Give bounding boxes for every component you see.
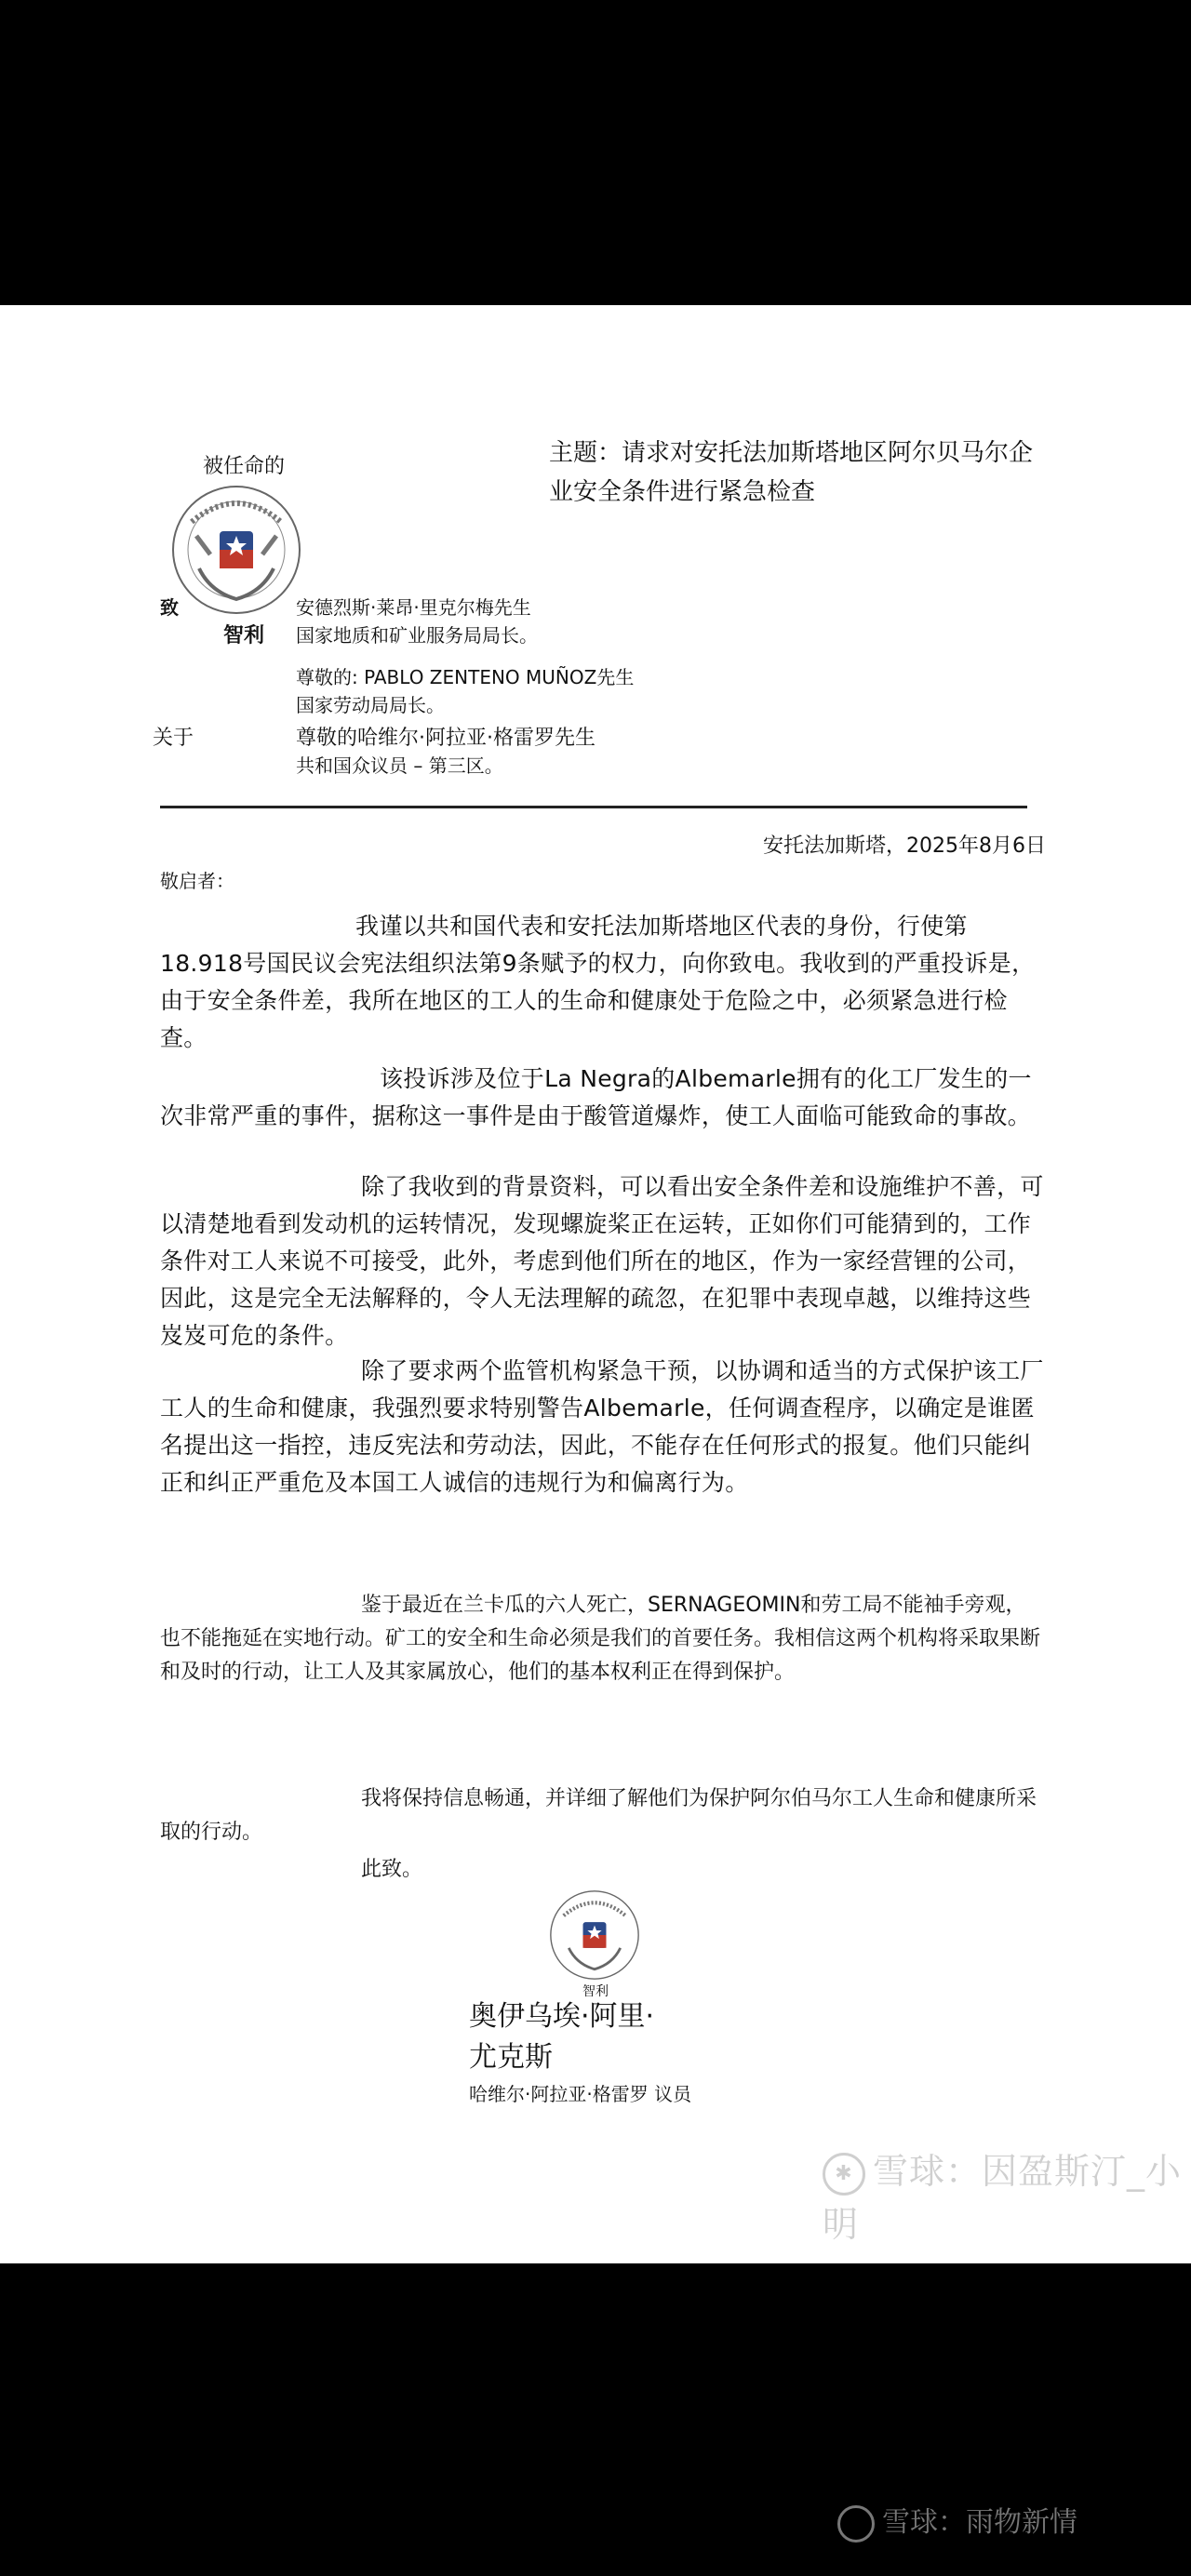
subject-line: 主题：请求对安托法加斯塔地区阿尔贝马尔企业安全条件进行紧急检查 bbox=[549, 439, 1034, 506]
bottom-watermark bbox=[837, 2499, 1077, 2543]
signer-name-line1: 奥伊乌埃·阿里· bbox=[469, 2000, 655, 2033]
signer-name-line2: 尤克斯 bbox=[469, 2041, 553, 2074]
paper-watermark-text: 雪球：因盈斯汀_小明 bbox=[823, 2151, 1183, 2245]
signer-title: 哈维尔·阿拉亚·格雷罗 议员 bbox=[469, 2083, 692, 2105]
paragraph-4: 除了要求两个监管机构紧急干预，以协调和适当的方式保护该工厂工人的生命和健康，我强烈要求特别警告Albemarle，任何调查程序，以确定是谁匿名提出这一指控，违反宪法和劳动法，因此，不能存在任何形式的报复。他们只能纠正和纠正严重危及本国工人诚信的违规行为和偏离行为。 bbox=[160, 1357, 1044, 1496]
to-label: 致 bbox=[160, 596, 179, 619]
place-date: 安托法加斯塔，2025年8月6日 bbox=[763, 834, 1046, 858]
snowball-logo-icon bbox=[837, 2505, 875, 2543]
closing: 此致。 bbox=[361, 1858, 423, 1881]
signature-seal bbox=[543, 1887, 646, 1983]
paragraph-5: 鉴于最近在兰卡瓜的六人死亡，SERNAGEOMIN和劳工局不能袖手旁观，也不能拖延在实地行动。矿工的安全和生命必须是我们的首要任务。我相信这两个机构将采取果断和及时的行动，让工人及其家属放心，他们的基本权利正在得到保护。 bbox=[160, 1594, 1041, 1684]
cc-title: 国家劳动局局长。 bbox=[296, 694, 445, 716]
paragraph-6: 我将保持信息畅通，并详细了解他们为保护阿尔伯马尔工人生命和健康所采取的行动。 bbox=[160, 1787, 1037, 1844]
re-name: 尊敬的哈维尔·阿拉亚·格雷罗先生 bbox=[296, 727, 596, 750]
salutation: 敬启者： bbox=[160, 870, 234, 892]
paper-watermark bbox=[823, 2142, 1191, 2247]
seal-top-label: 被任命的 bbox=[203, 455, 286, 478]
to-title: 国家地质和矿业服务局局长。 bbox=[296, 624, 538, 647]
cc-line: 尊敬的: PABLO ZENTENO MUÑOZ先生 bbox=[296, 666, 635, 688]
paragraph-3: 除了我收到的背景资料，可以看出安全条件差和设施维护不善，可以清楚地看到发动机的运转情况，发现螺旋桨正在运转，正如你们可能猜到的，工作条件对工人来说不可接受，此外，考虑到他们所在的地区，作为一家经营锂的公司，因此，这是完全无法解释的，令人无法理解的疏忽，在犯罪中表现卓越，以维持这些岌岌可危的条件。 bbox=[160, 1173, 1044, 1349]
letter-page bbox=[0, 305, 1191, 2263]
bottom-watermark-text: 雪球：雨物新情 bbox=[882, 2506, 1077, 2539]
snowball-logo-icon: ✱ bbox=[823, 2153, 865, 2196]
paragraph-2: 该投诉涉及位于La Negra的Albemarle拥有的化工厂发生的一次非常严重的事件，据称这一事件是由于酸管道爆炸，使工人面临可能致命的事故。 bbox=[160, 1065, 1032, 1129]
to-name: 安德烈斯·莱昂·里克尔梅先生 bbox=[296, 596, 531, 619]
chamber-seal bbox=[164, 480, 309, 620]
re-label: 关于 bbox=[153, 727, 194, 750]
paragraph-1: 我谨以共和国代表和安托法加斯塔地区代表的身份，行使第18.918号国民议会宪法组织法第9条赋予的权力，向你致电。我收到的严重投诉是，由于安全条件差，我所在地区的工人的生命和健康处于危险之中，必须紧急进行检查。 bbox=[160, 913, 1036, 1051]
seal-bottom-label: 智利 bbox=[223, 624, 265, 647]
divider-line bbox=[160, 806, 1027, 808]
re-title: 共和国众议员 – 第三区。 bbox=[296, 754, 503, 777]
signature-seal-label: 智利 bbox=[582, 1984, 609, 1999]
